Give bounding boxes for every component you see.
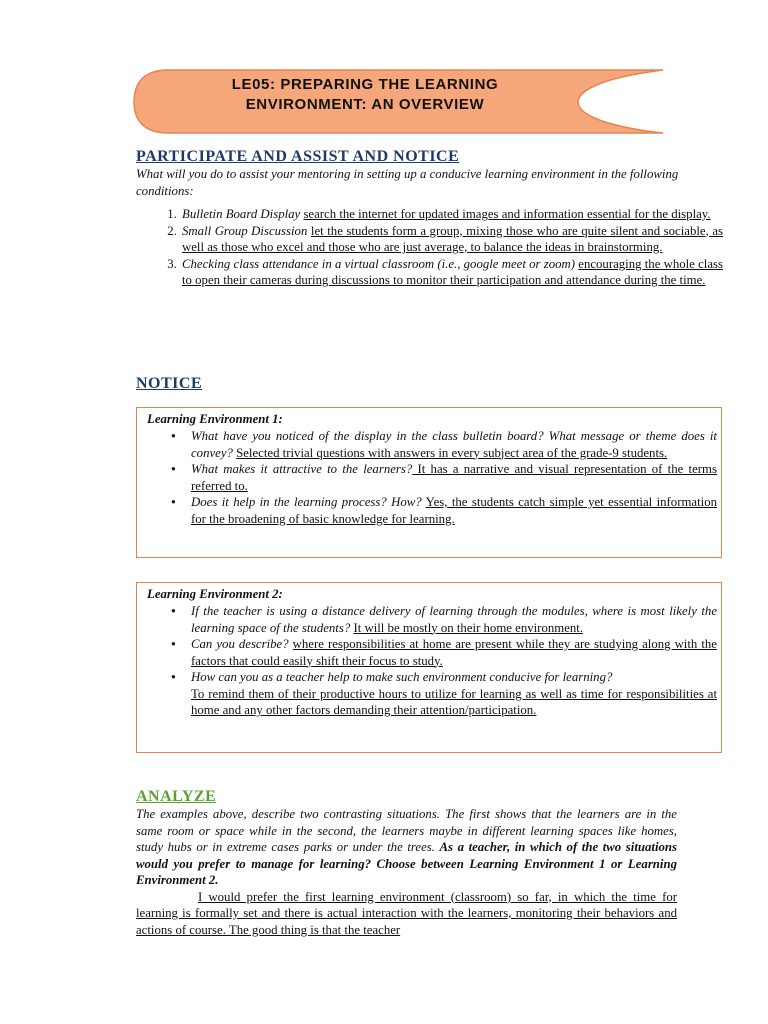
question-text: Can you describe? [191,637,289,651]
list-item [180,256,723,289]
list-item [180,206,723,223]
question-text: Does it help in the learning process? How? [191,495,422,509]
answer-text: Yes, the students catch simple yet essential information for the broadening of basic knowledge for learning. [191,495,717,526]
answer-text: It has a narrative and visual representation of the terms referred to. [191,462,717,493]
analyze-prompt [136,806,677,889]
prompt-text: The examples above, describe two contrasting situations. The first shows that the learners are in the same room or space while in the second, the learners maybe in different learning spaces like homes, study hubs or in extreme cases parks or under the trees. [136,807,677,854]
question-text: What have you noticed of the display in the class bulletin board? What message or theme does it convey? [191,429,717,460]
item-label: Small Group Discussion [182,223,308,238]
title-line-2: ENVIRONMENT: AN OVERVIEW [245,96,485,113]
section-heading-participate: PARTICIPATE AND ASSIST AND NOTICE [136,148,460,165]
analyze-body [136,806,677,938]
prompt-question: As a teacher, in which of the two situations would you prefer to manage for learning? Choose between Learning Environment 1 or Learning Environment 2. [136,840,677,887]
question-text: If the teacher is using a distance delivery of learning through the modules, where is most likely the learning space of the students? [191,604,717,635]
list-item [191,428,717,461]
question-list [137,603,717,719]
section-intro: What will you do to assist your mentoring in setting up a conducive learning environment in the following conditions: [136,167,679,198]
item-answer: let the students form a group, mixing those who are quite silent and sociable, as well as those who excel and those who are just average, to balance the ideas in brainstorming. [182,223,723,254]
learning-environment-2-box [136,582,722,753]
list-item [191,669,717,719]
list-item [191,494,717,527]
page-title [170,75,560,115]
list-item [180,223,723,256]
answer-text: To remind them of their productive hours to utilize for learning as well as time for responsibilities at home and any other factors demanding their attention/participation. [191,686,717,717]
learning-environment-1-box [136,407,722,558]
item-answer: encouraging the whole class to open their cameras during discussions to monitor their participation and attendance during the time. [182,256,724,287]
list-item [191,461,717,494]
analyze-answer [136,889,677,939]
question-text: What makes it attractive to the learners? [191,462,413,476]
conditions-list [136,206,723,289]
answer-text: It will be mostly on their home environment. [353,620,584,635]
list-item [191,603,717,636]
item-label: Bulletin Board Display [182,207,301,221]
section-heading-analyze: ANALYZE [136,788,217,805]
answer-text: Selected trivial questions with answers in every subject area of the grade-9 students. [236,445,668,460]
box-title: Learning Environment 1: [147,412,283,426]
answer-text: where responsibilities at home are present while they are studying along with the factors that could easily shift their focus to study. [191,637,717,668]
item-answer: search the internet for updated images and information essential for the display. [303,207,711,221]
answer-text: I would prefer the first learning environment (classroom) so far, in which the time for learning is formally set and there is actual interaction with the learners, monitoring their behaviors and actions of course. The good thing is that the teacher [136,889,677,937]
item-label: Checking class attendance in a virtual classroom (i.e., google meet or zoom) [182,256,576,271]
question-list [137,428,717,527]
section-heading-notice: NOTICE [136,375,203,392]
question-text: How can you as a teacher help to make such environment conducive for learning? [191,670,613,684]
list-item [191,636,717,669]
title-banner [130,66,670,136]
title-line-1: LE05: PREPARING THE LEARNING [231,76,499,93]
box-title: Learning Environment 2: [147,587,283,601]
